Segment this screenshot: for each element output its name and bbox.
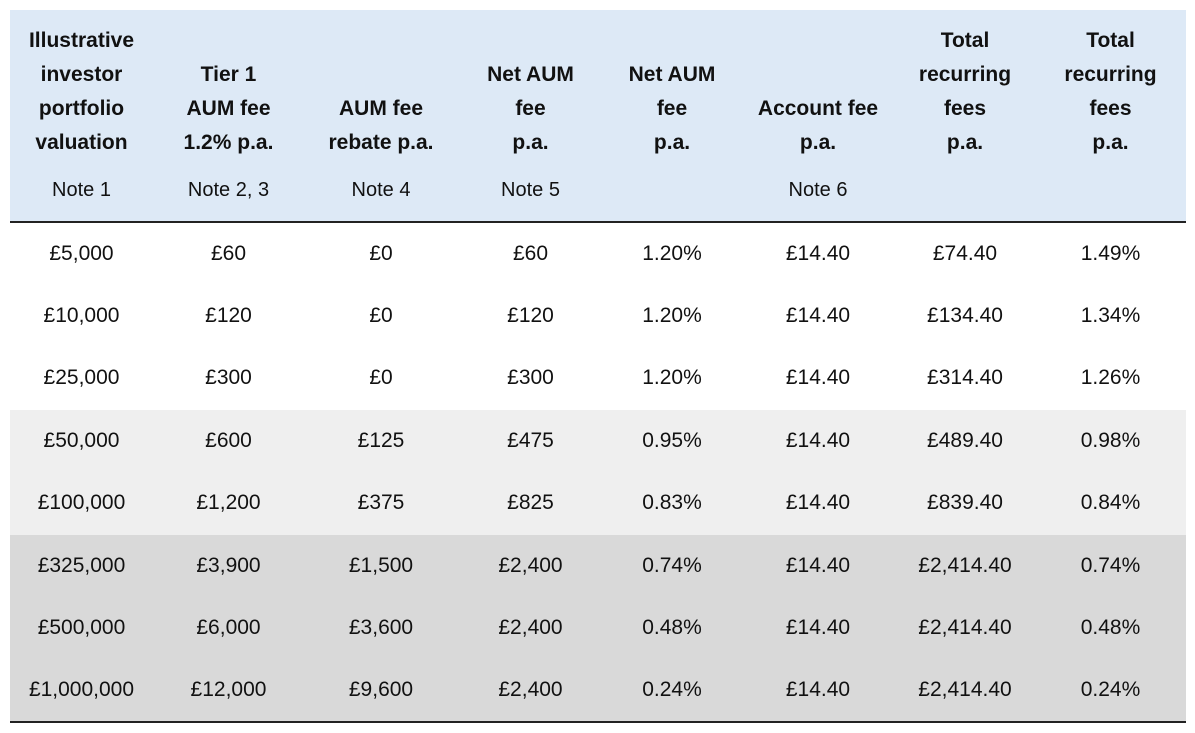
- table-cell: 0.74%: [603, 535, 741, 598]
- table-cell: £14.40: [741, 597, 895, 660]
- column-note-2: Note 4: [304, 160, 458, 222]
- table-cell: 0.48%: [1035, 597, 1186, 660]
- table-cell: £60: [458, 222, 603, 285]
- table-cell: £825: [458, 472, 603, 535]
- table-cell: £74.40: [895, 222, 1035, 285]
- table-cell: £475: [458, 410, 603, 473]
- column-header-line: p.a.: [799, 131, 837, 154]
- table-cell: £2,400: [458, 535, 603, 598]
- table-cell: £134.40: [895, 285, 1035, 348]
- table-cell: £375: [304, 472, 458, 535]
- table-cell: 0.24%: [1035, 660, 1186, 723]
- table-cell: £489.40: [895, 410, 1035, 473]
- table-cell: 1.20%: [603, 285, 741, 348]
- column-header-line: Tier 1: [200, 63, 257, 86]
- column-header-line: portfolio: [38, 97, 125, 120]
- column-header-line: investor: [40, 63, 123, 86]
- column-note-4: [603, 160, 741, 222]
- column-header-4: [603, 10, 741, 160]
- table-cell: £14.40: [741, 222, 895, 285]
- column-header-line: fee: [656, 97, 688, 120]
- column-header-line: AUM fee: [338, 97, 423, 120]
- table-row: [10, 410, 1186, 473]
- table-cell: £25,000: [10, 347, 153, 410]
- table-cell: £6,000: [153, 597, 304, 660]
- table-cell: £14.40: [741, 347, 895, 410]
- table-cell: 1.20%: [603, 347, 741, 410]
- table-cell: £9,600: [304, 660, 458, 723]
- column-note-0: Note 1: [10, 160, 153, 222]
- table-row: [10, 472, 1186, 535]
- table-cell: £0: [304, 285, 458, 348]
- table-cell: £60: [153, 222, 304, 285]
- column-note-1: Note 2, 3: [153, 160, 304, 222]
- table-cell: £50,000: [10, 410, 153, 473]
- column-header-line: p.a.: [946, 131, 984, 154]
- table-cell: 0.98%: [1035, 410, 1186, 473]
- column-header-line: Net AUM: [487, 63, 574, 86]
- table-cell: £3,900: [153, 535, 304, 598]
- table-row: [10, 222, 1186, 285]
- table-cell: £3,600: [304, 597, 458, 660]
- column-header-line: fee: [515, 97, 546, 120]
- table-cell: 1.26%: [1035, 347, 1186, 410]
- column-header-line: p.a.: [512, 131, 549, 154]
- column-note-5: Note 6: [741, 160, 895, 222]
- header-row: [10, 10, 1186, 160]
- table-cell: £0: [304, 347, 458, 410]
- fee-table: [10, 10, 1186, 723]
- table-cell: £2,414.40: [895, 535, 1035, 598]
- column-header-line: recurring: [1064, 63, 1157, 86]
- table-cell: £0: [304, 222, 458, 285]
- table-cell: £14.40: [741, 285, 895, 348]
- table-cell: £1,000,000: [10, 660, 153, 723]
- column-header-line: valuation: [35, 131, 128, 154]
- table-cell: £14.40: [741, 410, 895, 473]
- table-cell: £300: [153, 347, 304, 410]
- column-header-line: p.a.: [1092, 131, 1129, 154]
- column-header-0: [10, 10, 153, 160]
- column-header-line: Total: [940, 29, 990, 52]
- column-header-line: p.a.: [653, 131, 691, 154]
- column-header-line: Account fee: [757, 97, 879, 120]
- table-row: [10, 597, 1186, 660]
- table-row: [10, 285, 1186, 348]
- column-header-2: [304, 10, 458, 160]
- column-header-line: Illustrative: [28, 29, 135, 52]
- column-header-6: [895, 10, 1035, 160]
- column-note-7: [1035, 160, 1186, 222]
- table-cell: £10,000: [10, 285, 153, 348]
- table-cell: £5,000: [10, 222, 153, 285]
- table-row: [10, 535, 1186, 598]
- column-header-7: [1035, 10, 1186, 160]
- table-cell: £600: [153, 410, 304, 473]
- table-cell: £500,000: [10, 597, 153, 660]
- table-cell: £2,414.40: [895, 660, 1035, 723]
- table-cell: £120: [458, 285, 603, 348]
- table-cell: £2,414.40: [895, 597, 1035, 660]
- column-header-line: fees: [943, 97, 987, 120]
- table-cell: £314.40: [895, 347, 1035, 410]
- table-cell: £12,000: [153, 660, 304, 723]
- column-header-5: [741, 10, 895, 160]
- table-cell: £839.40: [895, 472, 1035, 535]
- table-row: [10, 347, 1186, 410]
- table-cell: £14.40: [741, 472, 895, 535]
- table-cell: £2,400: [458, 660, 603, 723]
- table-cell: 0.48%: [603, 597, 741, 660]
- table-cell: £125: [304, 410, 458, 473]
- table-cell: £2,400: [458, 597, 603, 660]
- table-cell: £100,000: [10, 472, 153, 535]
- table-cell: £14.40: [741, 535, 895, 598]
- table-body: [10, 222, 1186, 722]
- column-header-line: recurring: [918, 63, 1012, 86]
- table-cell: 0.24%: [603, 660, 741, 723]
- table-cell: £300: [458, 347, 603, 410]
- column-header-line: fees: [1089, 97, 1132, 120]
- table-cell: £120: [153, 285, 304, 348]
- table-cell: £325,000: [10, 535, 153, 598]
- column-header-line: AUM fee: [186, 97, 271, 120]
- column-note-6: [895, 160, 1035, 222]
- table-cell: 0.74%: [1035, 535, 1186, 598]
- table-cell: 1.34%: [1035, 285, 1186, 348]
- notes-row: [10, 160, 1186, 222]
- table-cell: 1.20%: [603, 222, 741, 285]
- table-cell: £14.40: [741, 660, 895, 723]
- table-cell: 0.95%: [603, 410, 741, 473]
- column-header-line: rebate p.a.: [328, 131, 434, 154]
- table-cell: £1,200: [153, 472, 304, 535]
- table-cell: 0.84%: [1035, 472, 1186, 535]
- column-note-3: Note 5: [458, 160, 603, 222]
- table-header: [10, 10, 1186, 222]
- column-header-line: Net AUM: [628, 63, 716, 86]
- column-header-3: [458, 10, 603, 160]
- table-cell: £1,500: [304, 535, 458, 598]
- column-header-line: Total: [1086, 29, 1135, 52]
- table-cell: 1.49%: [1035, 222, 1186, 285]
- table-row: [10, 660, 1186, 723]
- column-header-1: [153, 10, 304, 160]
- column-header-line: 1.2% p.a.: [183, 131, 274, 154]
- table-cell: 0.83%: [603, 472, 741, 535]
- fee-table-container: [10, 10, 1186, 723]
